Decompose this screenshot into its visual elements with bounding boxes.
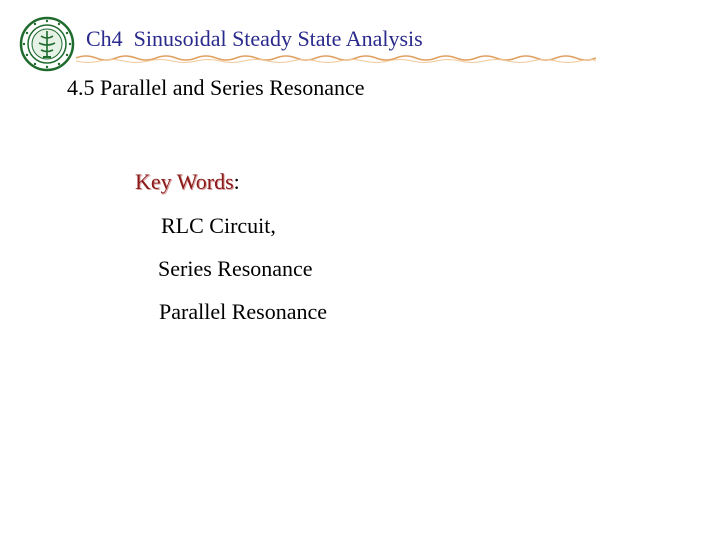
university-seal-icon [19,16,75,72]
keywords-label: Key Words [135,169,234,194]
keyword-item: Parallel Resonance [159,299,327,324]
keywords-colon: : [233,169,240,194]
keyword-item: RLC Circuit, [161,213,276,238]
section-title: 4.5 Parallel and Series Resonance [67,75,365,100]
slide-header-title: Ch4 Sinusoidal Steady State Analysis [86,26,423,51]
keywords-heading [135,171,240,193]
header-decorative-underline [76,52,596,66]
keyword-item: Series Resonance [158,256,313,281]
